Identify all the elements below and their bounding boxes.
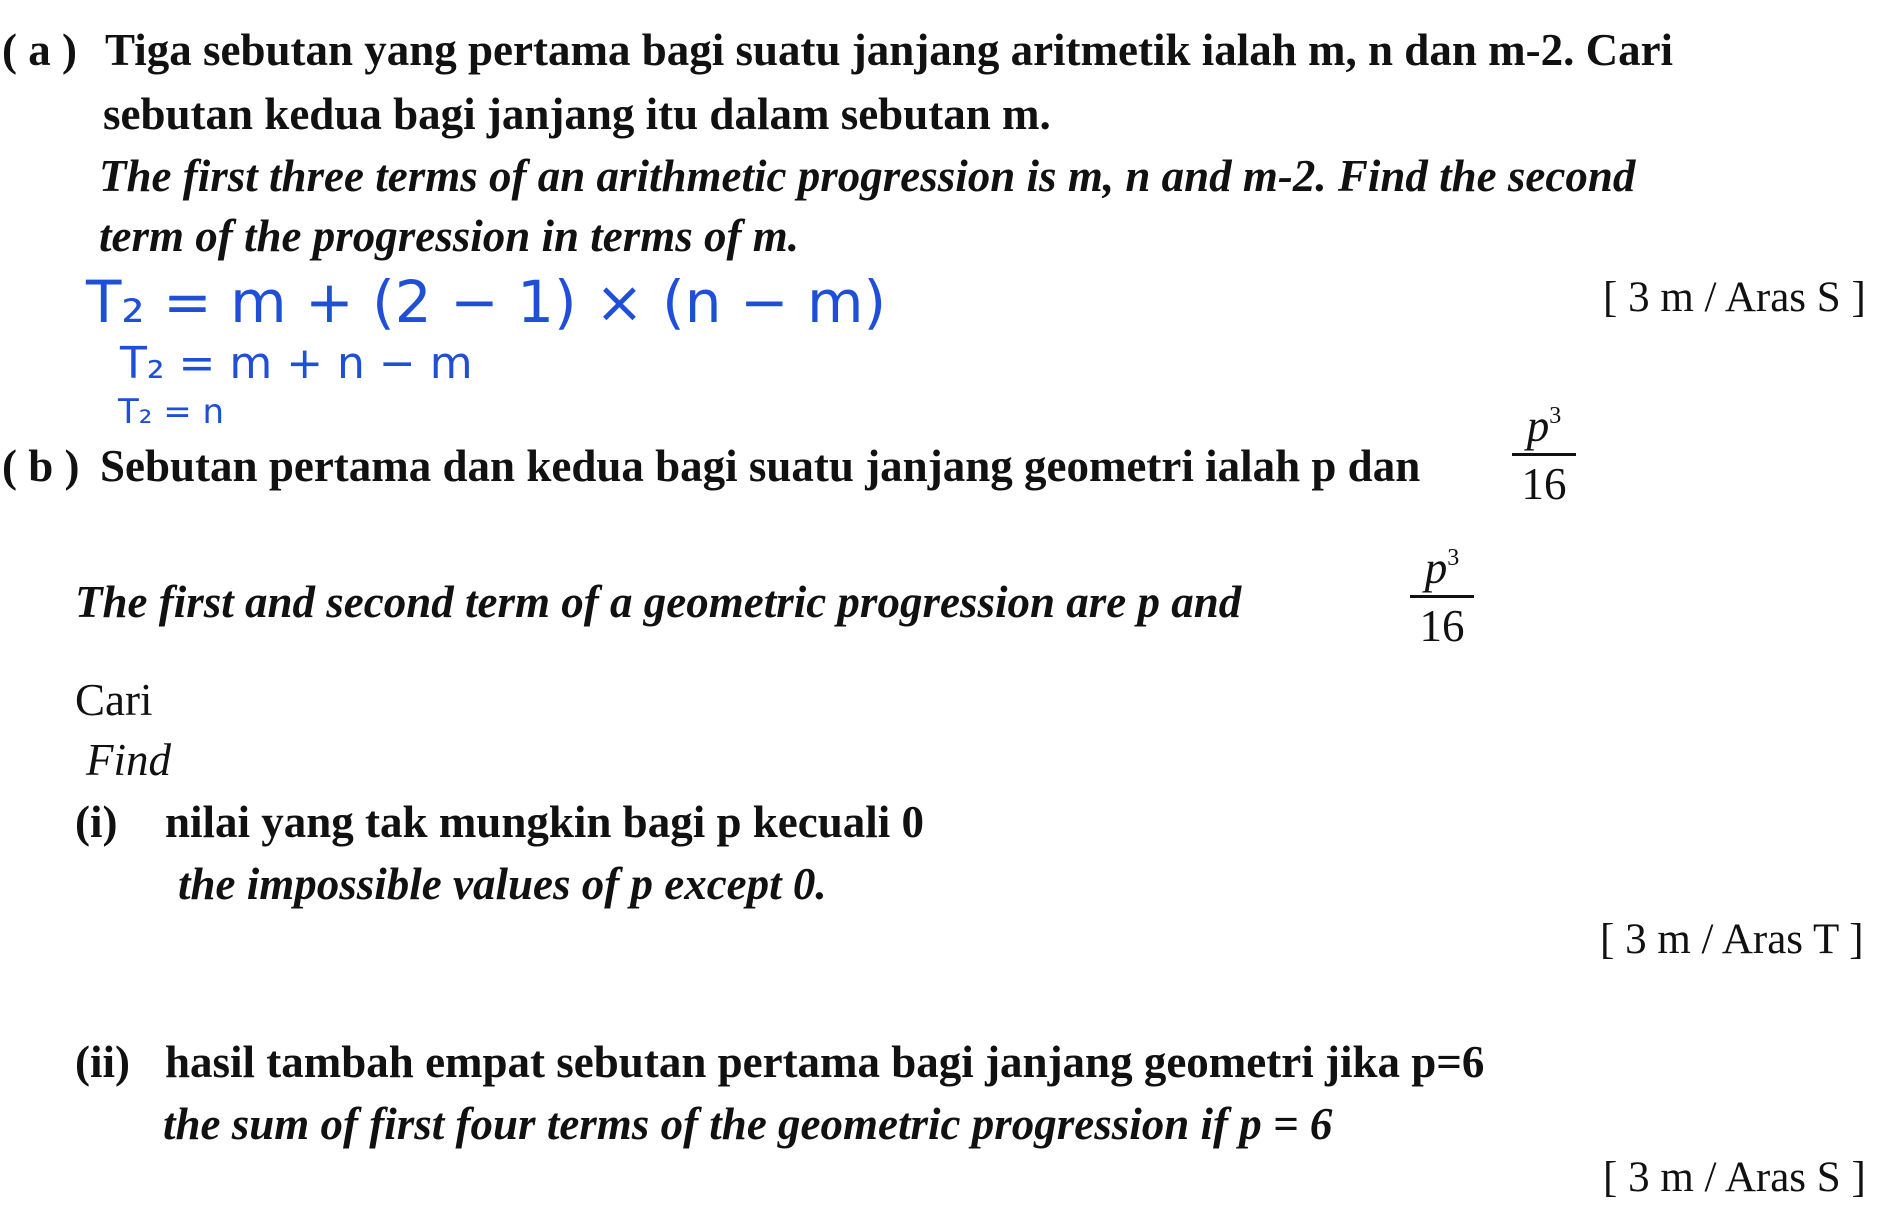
- part-a-label: ( a ): [2, 25, 77, 75]
- handwritten-step-2: T₂ = m + n − m: [120, 338, 473, 389]
- sub-ii-marks: [ 3 m / Aras S ]: [1603, 1154, 1866, 1201]
- sub-i-malay: nilai yang tak mungkin bagi p kecuali 0: [165, 797, 924, 847]
- sub-ii-english: the sum of first four terms of the geometric progression if p = 6: [163, 1099, 1333, 1149]
- part-b-fraction-malay: $p^3$ 16: [1512, 404, 1576, 507]
- part-a-english-line-2: term of the progression in terms of m.: [99, 211, 800, 261]
- part-b-english-line: The first and second term of a geometric progression are p and: [75, 577, 1242, 627]
- sub-ii-malay: hasil tambah empat sebutan pertama bagi janjang geometri jika p=6: [165, 1037, 1485, 1087]
- sub-i-english: the impossible values of p except 0.: [178, 859, 827, 909]
- part-a-english-line-1: The first three terms of an arithmetic progression is m, n and m-2. Find the second: [99, 151, 1636, 201]
- part-b-label: ( b ): [2, 441, 80, 491]
- part-b-malay-line: Sebutan pertama dan kedua bagi suatu janjang geometri ialah p dan: [100, 441, 1421, 491]
- sub-i-marks: [ 3 m / Aras T ]: [1600, 916, 1864, 963]
- sub-ii-label: (ii): [75, 1037, 130, 1087]
- handwritten-step-1: T₂ = m + (2 − 1) × (n − m): [86, 268, 887, 336]
- part-a-marks: [ 3 m / Aras S ]: [1603, 274, 1866, 321]
- find-english: Find: [86, 735, 171, 785]
- sub-i-label: (i): [75, 797, 118, 847]
- part-b-fraction-english: $p^3$ 16: [1410, 546, 1474, 649]
- part-a-malay-line-2: sebutan kedua bagi janjang itu dalam sebutan m.: [103, 89, 1051, 139]
- part-a-malay-line-1: Tiga sebutan yang pertama bagi suatu janjang aritmetik ialah m, n dan m-2. Cari: [105, 25, 1674, 75]
- find-malay: Cari: [75, 675, 153, 725]
- handwritten-step-3: T₂ = n: [118, 392, 225, 432]
